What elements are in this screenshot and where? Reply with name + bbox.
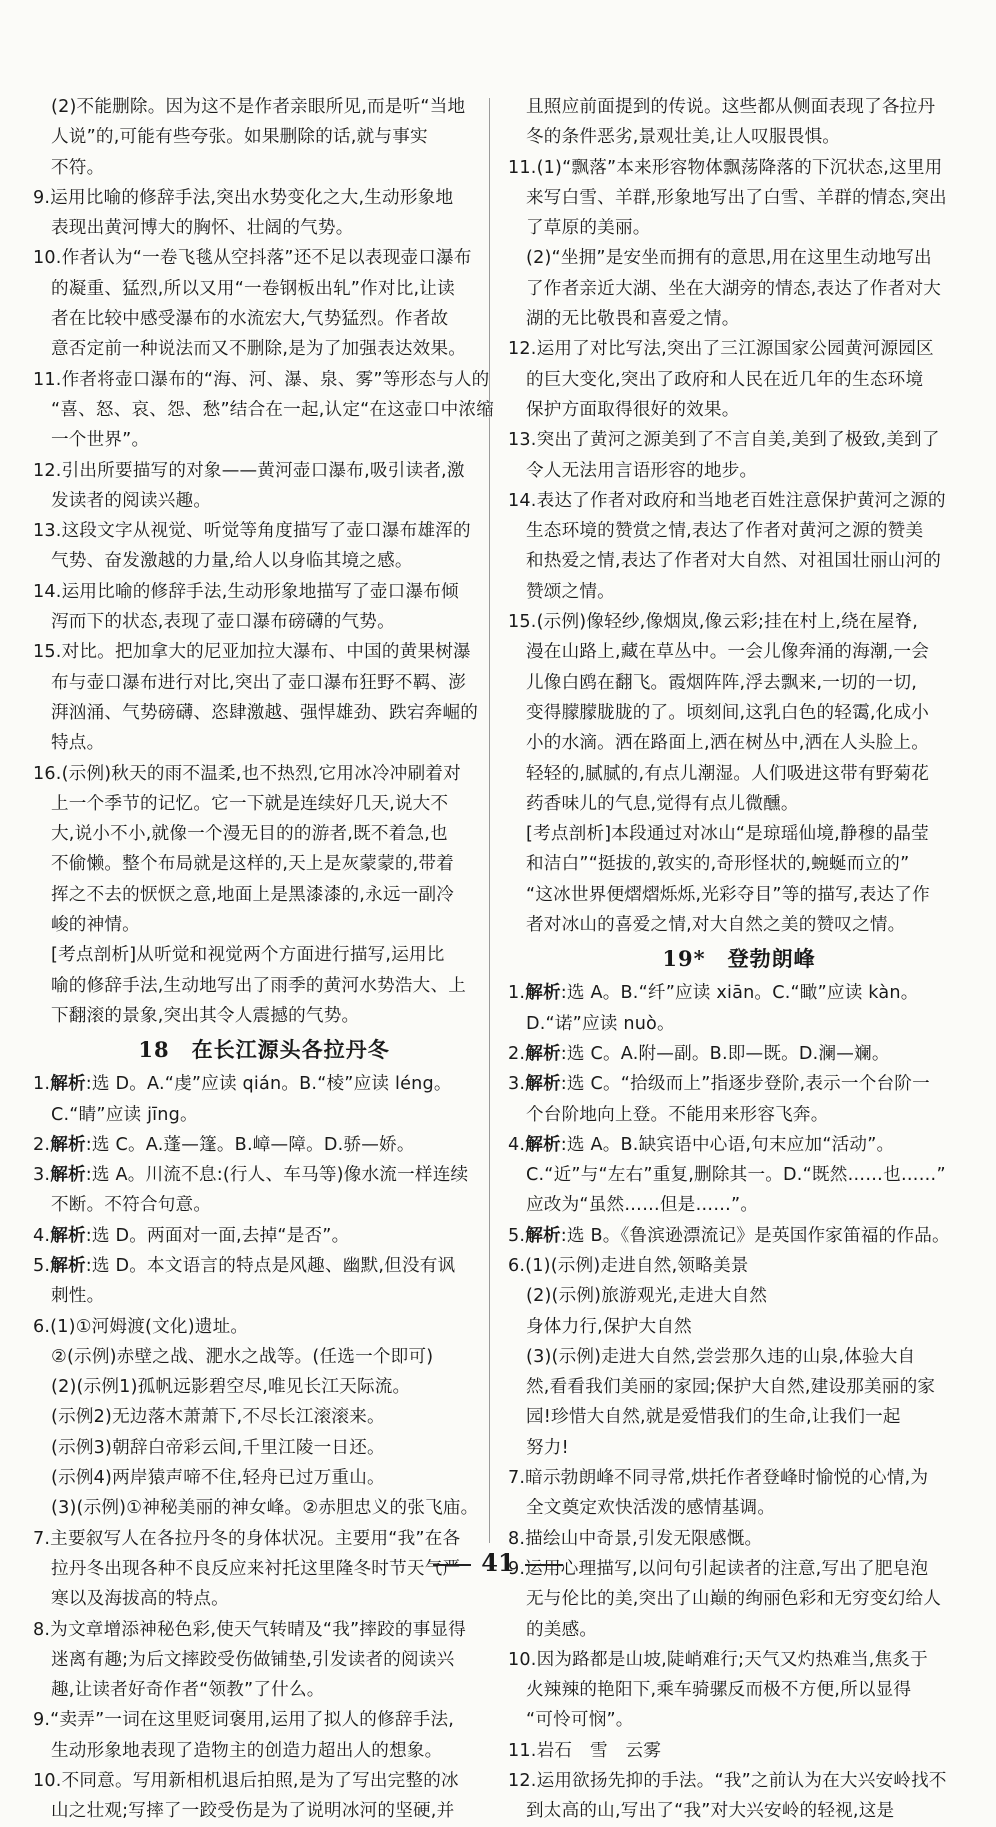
text-line: 且照应前面提到的传说。这些都从侧面表现了各拉丹 (526, 97, 936, 117)
text-line: 喻的修辞手法,生动地写出了雨季的黄河水势浩大、上 (51, 975, 467, 996)
analysis-keyword: 解析 (525, 1074, 561, 1095)
text-line: 全文奠定欢快活泼的感情基调。 (526, 1498, 776, 1519)
text-line: 身体力行,保护大自然 (526, 1316, 692, 1337)
text-line: 药香味儿的气息,觉得有点儿微醺。 (526, 793, 799, 814)
text-line: [考点剖析]从听觉和视觉两个方面进行描写,运用比 (51, 945, 445, 966)
text-line: 泻而下的状态,表现了壶口瀑布磅礴的气势。 (51, 612, 395, 633)
text-line: 1.解析:选 A。B.“纤”应读 xiān。C.“瞰”应读 kàn。 (508, 983, 919, 1004)
text-line: 1.解析:选 D。A.“虔”应读 qián。B.“棱”应读 léng。 (33, 1074, 452, 1095)
text-line: 到太高的山,写出了“我”对大兴安岭的轻视,这是 (526, 1801, 895, 1822)
text-line: 不偷懒。整个布局就是这样的,天上是灰蒙蒙的,带着 (51, 854, 455, 875)
text-line: D.“诺”应读 nuò。 (526, 1013, 675, 1034)
text-line: 无与伦比的美,突出了山巅的绚丽色彩和无穷变幻给人 (526, 1589, 942, 1610)
text-line: 变得朦朦胧胧的了。顷刻间,这乳白色的轻霭,化成小 (526, 702, 930, 723)
text-line: “这冰世界便熠熠烁烁,光彩夺目”等的描写,表达了作 (526, 884, 930, 905)
text-line: 5.解析:选 B。《鲁滨逊漂流记》是英国作家笛福的作品。 (508, 1225, 950, 1246)
text-line: C.“睛”应读 jīng。 (51, 1104, 198, 1125)
analysis-keyword: 解析 (525, 1225, 561, 1246)
text-line: 者对冰山的喜爱之情,对大自然之美的赞叹之情。 (526, 915, 906, 936)
text-line: 4.解析:选 A。B.缺宾语中心语,句末应加“活动”。 (508, 1134, 895, 1155)
text-line: 人说”的,可能有些夸张。如果删除的话,就与事实 (51, 127, 428, 148)
text-line: 努力! (526, 1437, 569, 1458)
text-line: 轻轻的,腻腻的,有点儿潮湿。人们吸进这带有野菊花 (526, 763, 930, 784)
text-line: 8.描绘山中奇景,引发无限感慨。 (508, 1528, 763, 1549)
text-line: (2)不能删除。因为这不是作者亲眼所见,而是听“当地 (51, 97, 466, 117)
text-line: (2)“坐拥”是安坐而拥有的意思,用在这里生动地写出 (526, 248, 932, 269)
text-line: 生态环境的赞赏之情,表达了作者对黄河之源的赞美 (526, 521, 924, 542)
text-line: 意否定前一种说法而又不删除,是为了加强表达效果。 (51, 339, 467, 360)
text-line: 表现出黄河博大的胸怀、壮阔的气势。 (51, 218, 354, 239)
text-line: (示例4)两岸猿声啼不住,轻舟已过万重山。 (51, 1468, 385, 1489)
text-line: 湃汹涌、气势磅礴、恣肆激越、强悍雄劲、跌宕奔崛的 (51, 702, 479, 723)
text-line: 15.(示例)像轻纱,像烟岚,像云彩;挂在村上,绕在屋脊, (508, 612, 919, 633)
text-line: “喜、怒、哀、怨、愁”结合在一起,认定“在这壶口中浓缩 (51, 399, 494, 420)
text-line: 14.运用比喻的修辞手法,生动形象地描写了壶口瀑布倾 (33, 581, 459, 602)
footer-dash-left (433, 1564, 471, 1566)
text-line: 火辣辣的艳阳下,乘车骑骡反而极不方便,所以显得 (526, 1680, 912, 1701)
text-line: 生动形象地表现了造物主的创造力超出人的想象。 (51, 1740, 443, 1761)
text-line: (3)(示例)①神秘美丽的神女峰。②赤胆忠义的张飞庙。 (51, 1498, 479, 1519)
text-line: (示例2)无边落木萧萧下,不尽长江滚滚来。 (51, 1407, 385, 1428)
analysis-keyword: 解析 (50, 1255, 86, 1276)
text-line: 漫在山路上,藏在草丛中。一会儿像奔涌的海潮,一会 (526, 642, 930, 663)
analysis-keyword: 解析 (50, 1074, 86, 1095)
text-line: 令人无法用言语形容的地步。 (526, 460, 758, 481)
text-line: (示例3)朝辞白帝彩云间,千里江陵一日还。 (51, 1437, 385, 1458)
page-number: 41 (481, 1548, 515, 1577)
text-line: 拉丹冬出现各种不良反应来衬托这里隆冬时节天气严 (51, 1558, 461, 1579)
text-line: 11.作者将壶口瀑布的“海、河、瀑、泉、雾”等形态与人的 (33, 369, 490, 390)
text-line: 2.解析:选 C。A.附—副。B.即—既。D.澜—斓。 (508, 1043, 890, 1064)
analysis-keyword: 解析 (525, 983, 561, 1004)
text-line: 7.主要叙写人在各拉丹冬的身体状况。主要用“我”在各 (33, 1528, 461, 1549)
text-line: 一个世界”。 (51, 430, 150, 451)
text-line: 布与壶口瀑布进行对比,突出了壶口瀑布狂野不羁、澎 (51, 672, 467, 693)
text-line: 8.为文章增添神秘色彩,使天气转晴及“我”摔跤的事显得 (33, 1619, 467, 1640)
analysis-keyword: 解析 (50, 1165, 86, 1186)
text-line: 9.运用比喻的修辞手法,突出水势变化之大,生动形象地 (33, 187, 454, 208)
text-line: 寒以及海拔高的特点。 (51, 1589, 229, 1610)
footer-dash-right (525, 1564, 563, 1566)
text-line: 5.解析:选 D。本文语言的特点是风趣、幽默,但没有讽 (33, 1255, 456, 1276)
text-line: 16.(示例)秋天的雨不温柔,也不热烈,它用冰冷冲刷着对 (33, 763, 461, 784)
text-line: 的美感。 (526, 1619, 598, 1640)
text-line: (3)(示例)走进大自然,尝尝那久违的山泉,体验大自 (526, 1346, 916, 1367)
text-line: 刺性。 (51, 1286, 105, 1307)
text-line: 11.(1)“飘落”本来形容物体飘荡降落的下沉状态,这里用 (508, 157, 943, 178)
text-line: 13.突出了黄河之源美到了不言自美,美到了极致,美到了 (508, 430, 940, 451)
text-line: 的巨大变化,突出了政府和人民在近几年的生态环境 (526, 369, 924, 390)
text-line: 小的水滴。洒在路面上,洒在树丛中,洒在人头脸上。 (526, 733, 930, 754)
text-line: 10.不同意。写用新相机退后拍照,是为了写出完整的冰 (33, 1771, 459, 1792)
text-line: 12.运用欲扬先抑的手法。“我”之前认为在大兴安岭找不 (508, 1771, 947, 1792)
analysis-keyword: 解析 (50, 1134, 86, 1155)
text-line: 趣,让读者好奇作者“领教”了什么。 (51, 1680, 325, 1701)
text-line: 上一个季节的记忆。它一下就是连续好几天,说大不 (51, 793, 449, 814)
text-line: 6.(1)①河姆渡(文化)遗址。 (33, 1316, 249, 1337)
text-line: 挥之不去的恹恹之意,地面上是黑漆漆的,永远一副冷 (51, 884, 455, 905)
text-line: 气势、奋发激越的力量,给人以身临其境之感。 (51, 551, 413, 572)
text-line: 了作者亲近大湖、坐在大湖旁的情态,表达了作者对大 (526, 278, 942, 299)
text-line: 者在比较中感受瀑布的水流宏大,气势猛烈。作者故 (51, 309, 449, 330)
text-line: 保护方面取得很好的效果。 (526, 399, 740, 420)
text-line: (2)(示例)旅游观光,走进大自然 (526, 1286, 768, 1307)
text-line: 10.作者认为“一卷飞毯从空抖落”还不足以表现壶口瀑布 (33, 248, 472, 269)
text-line: [考点剖析]本段通过对冰山“是琼瑶仙境,静穆的晶莹 (526, 824, 929, 845)
text-line: 和洁白”“挺拔的,敦实的,奇形怪状的,蜿蜒而立的” (526, 854, 910, 875)
text-line: 湖的无比敬畏和喜爱之情。 (526, 309, 740, 330)
text-line: 儿像白鸥在翻飞。霞烟阵阵,浮去飘来,一切的一切, (526, 672, 918, 693)
text-line: (2)(示例1)孤帆远影碧空尽,唯见长江天际流。 (51, 1377, 411, 1398)
text-line: 12.运用了对比写法,突出了三江源国家公园黄河源园区 (508, 339, 934, 360)
text-line: 了草原的美丽。 (526, 218, 651, 239)
text-line: 下翻滚的景象,突出其令人震撼的气势。 (51, 1005, 360, 1026)
text-line: 发读者的阅读兴趣。 (51, 490, 212, 511)
analysis-keyword: 解析 (50, 1225, 86, 1246)
text-line: 15.对比。把加拿大的尼亚加拉大瀑布、中国的黄果树瀑 (33, 642, 471, 663)
text-line: 园!珍惜大自然,就是爱惜我们的生命,让我们一起 (526, 1407, 901, 1428)
text-line: 7.暗示勃朗峰不同寻常,烘托作者登峰时愉悦的心情,为 (508, 1468, 929, 1489)
text-line: ②(示例)赤壁之战、淝水之战等。(任选一个即可) (51, 1346, 434, 1367)
text-line: 大,说小不小,就像一个漫无目的的游者,既不着急,也 (51, 824, 448, 845)
text-line: 9.“卖弄”一词在这里贬词褒用,运用了拟人的修辞手法, (33, 1710, 455, 1731)
text-line: 特点。 (51, 733, 105, 754)
section-heading: 18 在长江源头各拉丹冬 (138, 1037, 390, 1063)
text-line: 3.解析:选 A。川流不息:(行人、车马等)像水流一样连续 (33, 1165, 469, 1186)
text-line: 和热爱之情,表达了作者对大自然、对祖国壮丽山河的 (526, 551, 942, 572)
text-line: 不符。 (51, 157, 105, 178)
text-line: 不断。不符合句意。 (51, 1195, 212, 1216)
text-line: 13.这段文字从视觉、听觉等角度描写了壶口瀑布雄浑的 (33, 521, 471, 542)
text-line: “可怜可悯”。 (526, 1710, 634, 1731)
text-line: 峻的神情。 (51, 915, 140, 936)
analysis-keyword: 解析 (525, 1134, 561, 1155)
section-heading: 19* 登勃朗峰 (662, 946, 816, 972)
text-line: 11.岩石 雪 云雾 (508, 1740, 662, 1761)
text-line: 12.引出所要描写的对象——黄河壶口瀑布,吸引读者,激 (33, 460, 465, 481)
text-line: 赞颂之情。 (526, 581, 615, 602)
text-line: 14.表达了作者对政府和当地老百姓注意保护黄河之源的 (508, 490, 946, 511)
text-line: 3.解析:选 C。“拾级而上”指逐步登阶,表示一个台阶一 (508, 1074, 930, 1095)
page-number-footer (0, 1548, 996, 1577)
text-line: 个台阶地向上登。不能用来形容飞奔。 (526, 1104, 829, 1125)
column-divider (489, 98, 490, 1543)
text-line: 9.运用心理描写,以问句引起读者的注意,写出了肥皂泡 (508, 1558, 929, 1579)
text-line: 然,看看我们美丽的家园;保护大自然,建设那美丽的家 (526, 1377, 936, 1398)
text-line: 2.解析:选 C。A.蓬—篷。B.嶂—障。D.骄—娇。 (33, 1134, 415, 1155)
text-line: 10.因为路都是山坡,陡峭难行;天气又灼热难当,焦炙于 (508, 1649, 928, 1670)
text-line: 迷离有趣;为后文摔跤受伤做铺垫,引发读者的阅读兴 (51, 1649, 455, 1670)
analysis-keyword: 解析 (525, 1043, 561, 1064)
text-line: C.“近”与“左右”重复,删除其一。D.“既然……也……” (526, 1165, 946, 1186)
text-line: 6.(1)(示例)走进自然,领略美景 (508, 1255, 749, 1276)
text-line: 冬的条件恶劣,景观壮美,让人叹服畏惧。 (526, 127, 841, 148)
text-line: 4.解析:选 D。两面对一面,去掉“是否”。 (33, 1225, 350, 1246)
text-line: 的凝重、猛烈,所以又用“一卷钢板出轧”作对比,让读 (51, 278, 455, 299)
text-line: 来写白雪、羊群,形象地写出了白雪、羊群的情态,突出 (526, 187, 947, 208)
text-line: 山之壮观;写摔了一跤受伤是为了说明冰河的坚硬,并 (51, 1801, 455, 1822)
text-line: 应改为“虽然……但是……”。 (526, 1195, 759, 1216)
